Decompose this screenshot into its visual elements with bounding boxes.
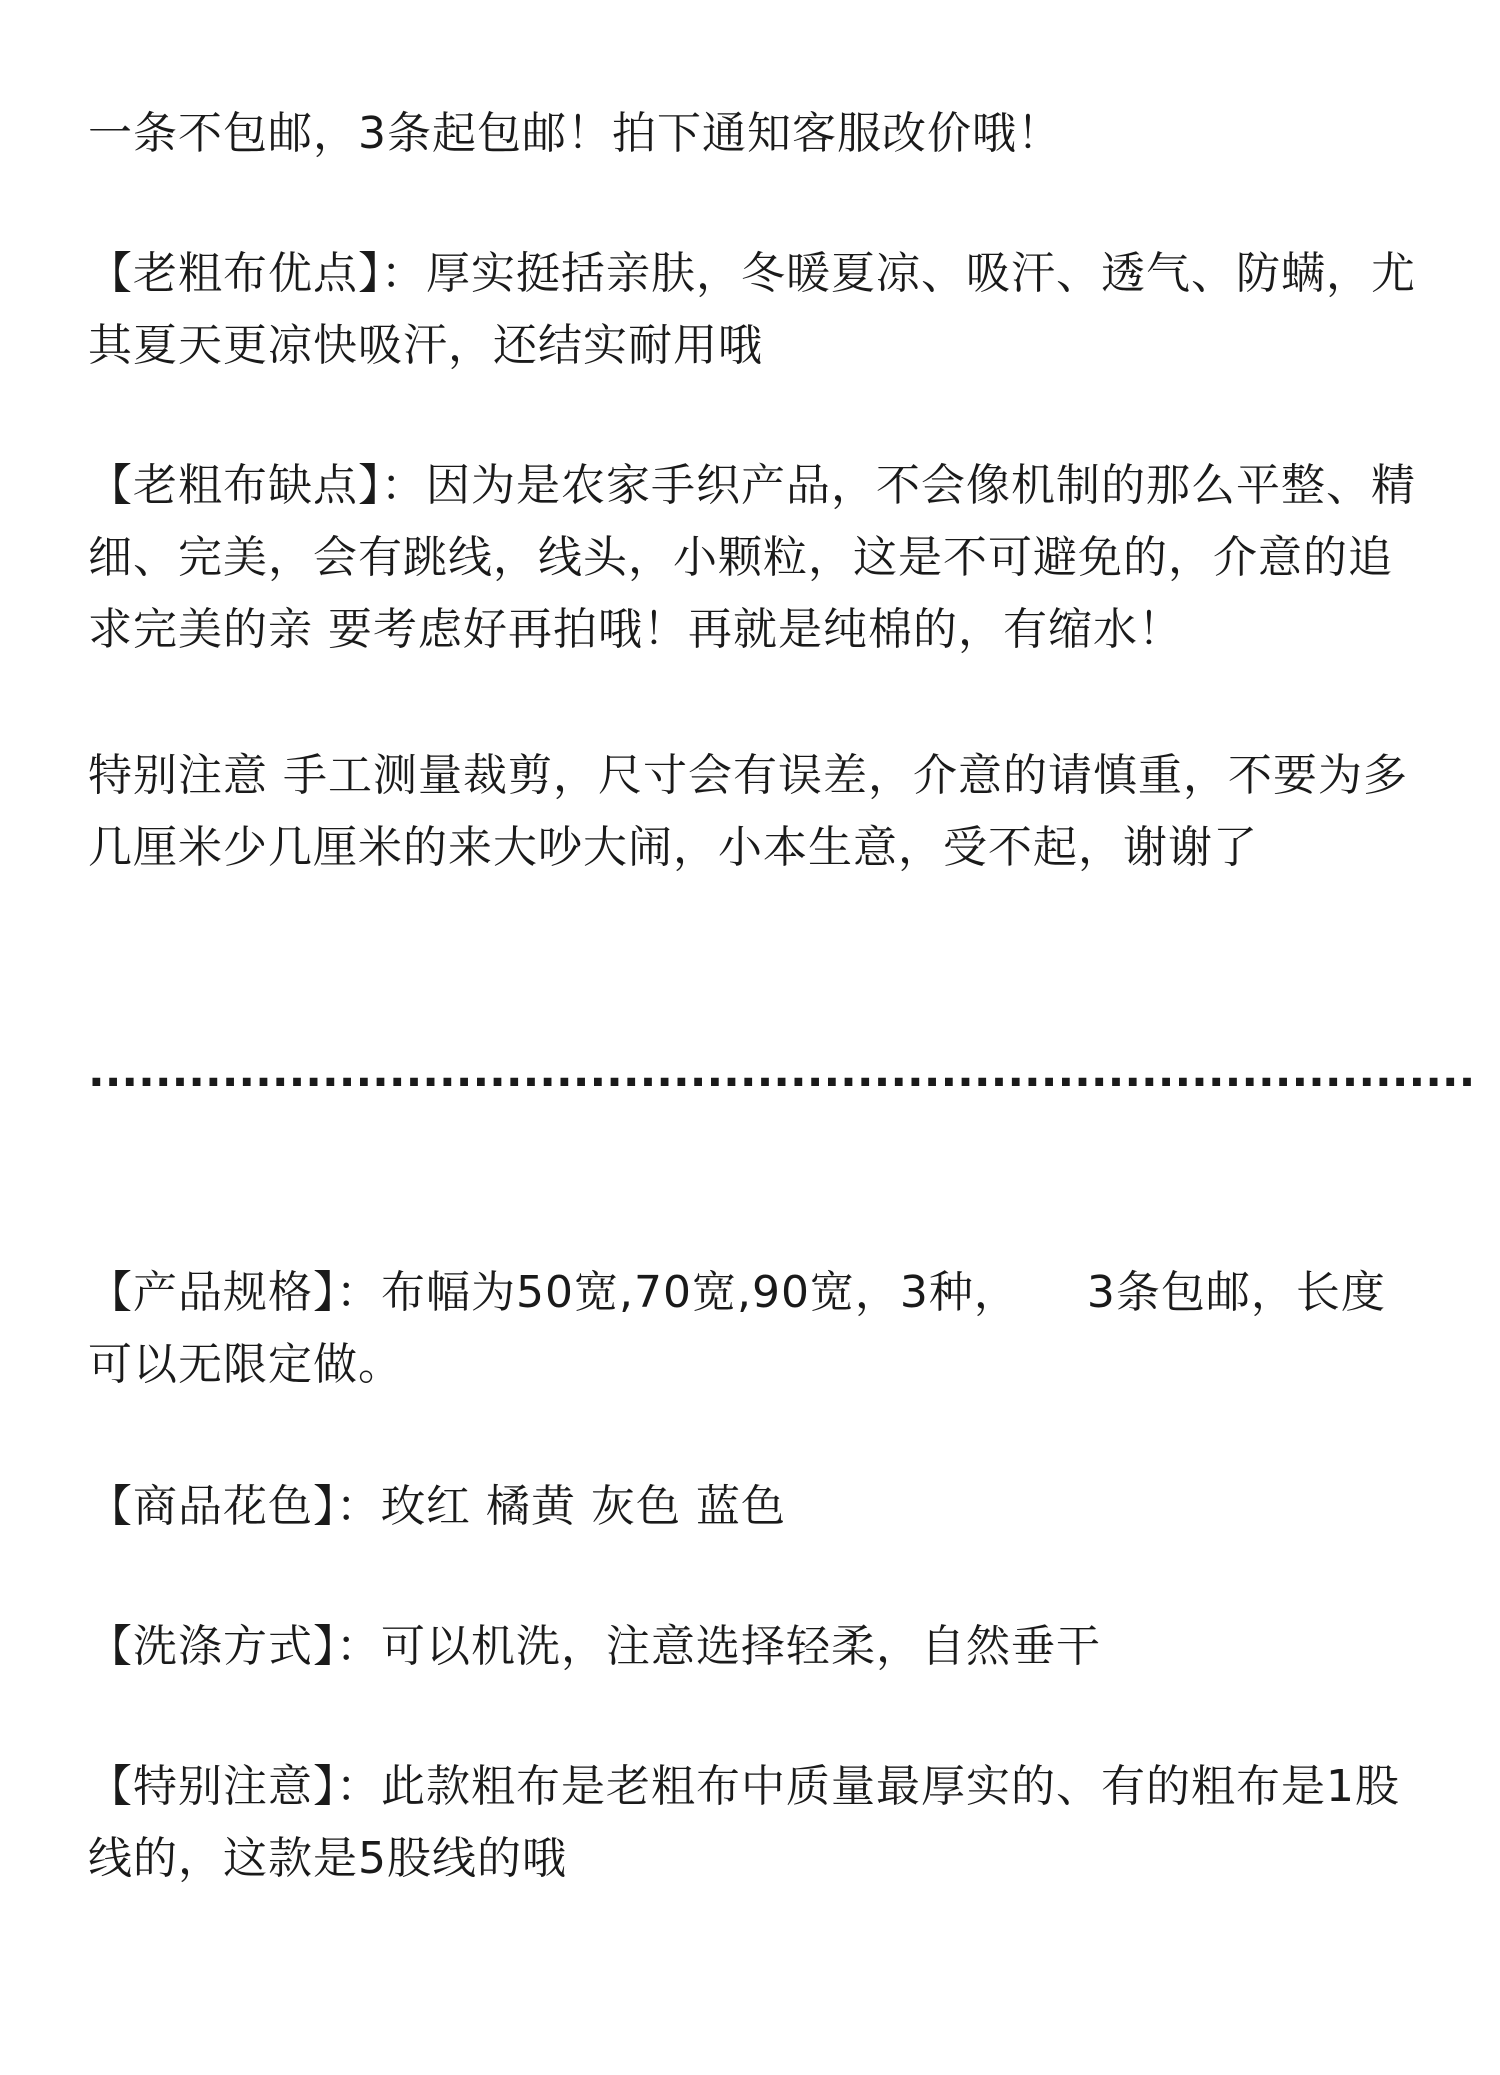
- spec-paragraph: 【产品规格】：布幅为50宽,70宽,90宽，3种， 3条包邮，长度可以无限定做。: [88, 1267, 1386, 1390]
- dotted-divider: ...................................................................................: [88, 1046, 1476, 1097]
- washing-paragraph: 【洗涤方式】：可以机洗，注意选择轻柔，自然垂干: [88, 1621, 1101, 1672]
- shipping-notice: 一条不包邮，3条起包邮！拍下通知客服改价哦！: [88, 108, 1062, 159]
- special-attention-paragraph: 【特别注意】：此款粗布是老粗布中质量最厚实的、有的粗布是1股线的，这款是5股线的哦: [88, 1761, 1400, 1884]
- colors-paragraph: 【商品花色】：玫红 橘黄 灰色 蓝色: [88, 1481, 786, 1532]
- pros-paragraph: 【老粗布优点】：厚实挺括亲肤，冬暖夏凉、吸汗、透气、防螨，尤其夏天更凉快吸汗，还结实耐用哦: [88, 248, 1416, 371]
- special-note-paragraph: 特别注意 手工测量裁剪，尺寸会有误差，介意的请慎重，不要为多几厘米少几厘米的来大吵大闹，小本生意，受不起，谢谢了: [88, 750, 1408, 873]
- cons-paragraph: 【老粗布缺点】：因为是农家手织产品，不会像机制的那么平整、精细、完美，会有跳线，线头，小颗粒，这是不可避免的，介意的追求完美的亲 要考虑好再拍哦！再就是纯棉的，有缩水！: [88, 460, 1416, 655]
